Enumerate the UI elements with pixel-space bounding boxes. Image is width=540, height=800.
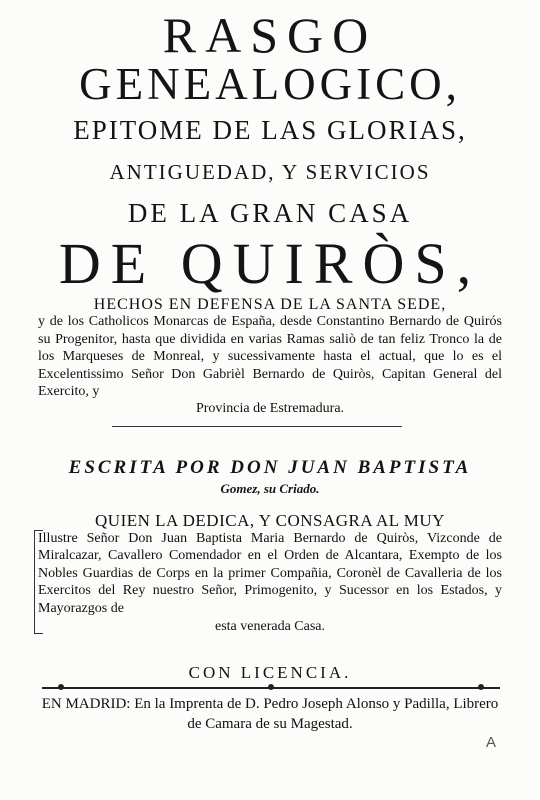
description-first-line: HECHOS EN DEFENSA DE LA SANTA SEDE, [93,296,447,313]
dedication-first-line: QUIEN LA DEDICA, Y CONSAGRA AL MUY [95,511,445,530]
rule-ornament [58,684,64,690]
title-line-genealogico: GENEALOGICO, [79,59,461,109]
licence-line: CON LICENCIA. [188,663,352,682]
subtitle-antiguedad: ANTIGUEDAD, Y SERVICIOS [109,160,431,184]
dedication-body: Illustre Señor Don Juan Baptista Maria Bernardo de Quiròs, Vizconde de Miralcazar, Cavallero Comendador en el Orden de Alcantara, Exempto de los Nobles Guardias de Corps en la primer Compañia, Coronèl de Cavalleria de los Exercitos del Rey nuestro Señor, Primogenito, y Sucessor en los Estados, y Mayorazgos de [38,530,502,616]
rule-ornament [478,684,484,690]
title-line-rasgo: RASGO [162,7,378,63]
description-body: y de los Catholicos Monarcas de España, desde Constantino Bernardo de Quirós su Progenitor, hasta que dividida en varias Ramas saliò de tan feliz Tronco la de los Marqueses de Monreal, y sucessivamente hasta el actual, que lo es el Excelentissimo Señor Don Gabrièl Bernardo de Quiròs, Capitan General del Exercito, y [38,314,502,400]
subtitle-gran-casa: DE LA GRAN CASA [127,198,413,228]
imprint-text: EN MADRID: En la Imprenta de D. Pedro Joseph Alonso y Padilla, Librero de Camara de su Magestad. [41,696,499,732]
dedication-paragraph [38,512,502,635]
handwritten-margin-mark: A [486,734,497,751]
author-line: ESCRITA POR DON JUAN BAPTISTA [68,457,472,478]
title-quiros: DE QUIRÒS, [58,231,482,296]
dedication-last-line: esta venerada Casa. [215,618,325,634]
handwritten-underline [112,426,402,427]
description-last-line: Provincia de Estremadura. [195,401,345,417]
author-name: Gomez, su Criado. [220,481,320,496]
rule-ornament [268,684,274,690]
subtitle-epitome: EPITOME DE LAS GLORIAS, [73,115,467,145]
imprint [38,694,502,734]
description-paragraph [38,296,502,418]
